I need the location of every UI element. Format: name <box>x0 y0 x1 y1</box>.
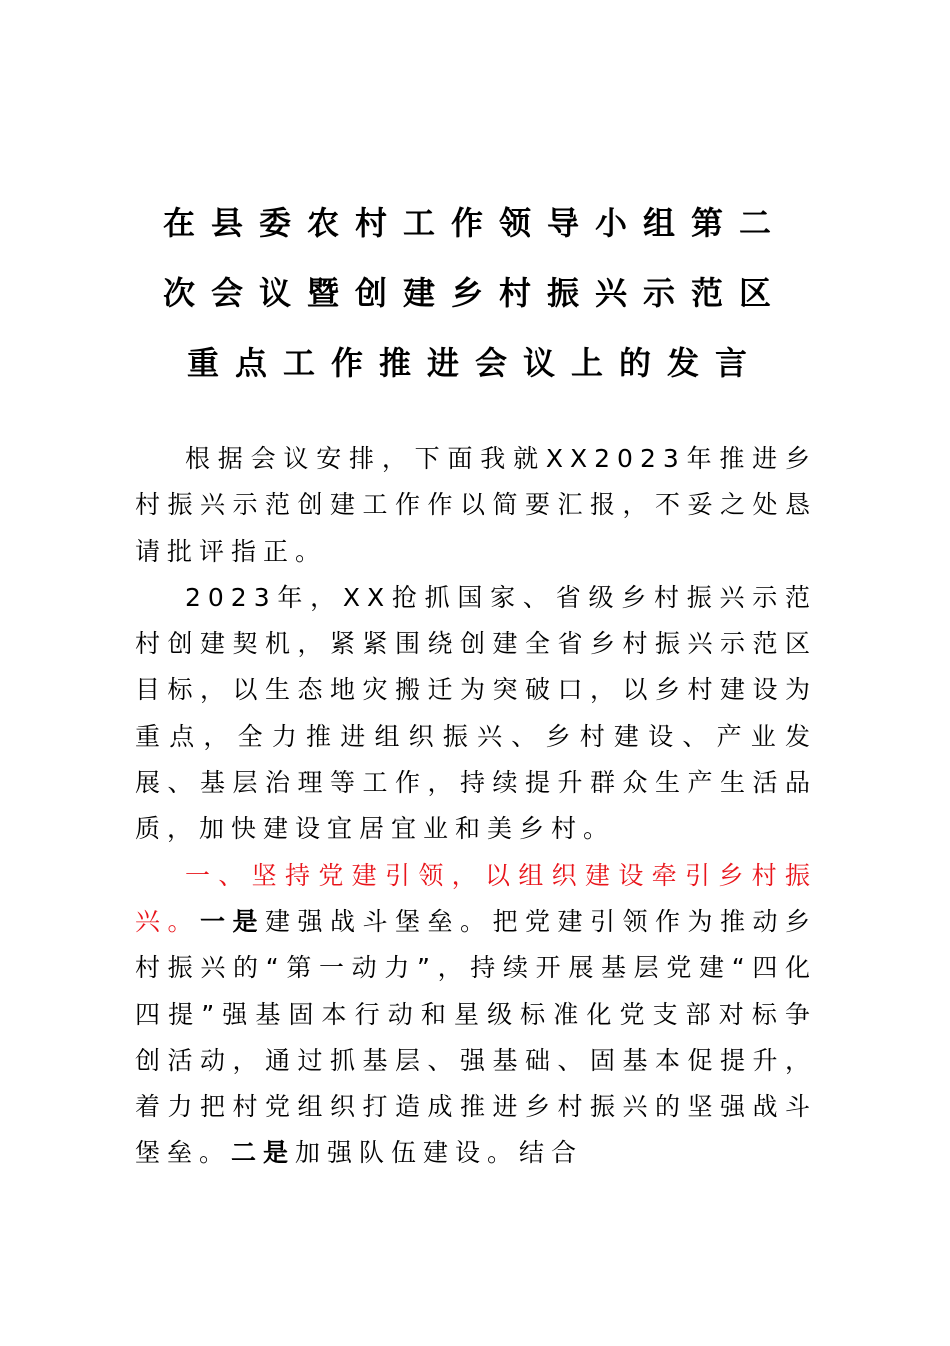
point-text-1: 建强战斗堡垒。把党建引领作为推动乡村振兴的“第一动力”，持续开展基层党建“四化四提”强基固本行动和星级标准化党支部对标争创活动，通过抓基层、强基础、固基本促提升，着力把村党组织打造成推进乡村振兴的坚强战斗堡垒。 <box>135 906 817 1168</box>
document-title <box>120 188 830 398</box>
title-line-1: 在县委农村工作领导小组第二 <box>162 204 787 242</box>
paragraph-section-1 <box>135 853 817 1177</box>
document-body <box>135 436 817 1177</box>
point-label-2: 二是 <box>231 1138 296 1168</box>
paragraph-intro: 根据会议安排，下面我就XX2023年推进乡村振兴示范创建工作作以简要汇报，不妥之处恳请批评指正。 <box>135 444 817 566</box>
point-text-2: 加强队伍建设。结合 <box>295 1138 584 1168</box>
title-line-2: 次会议暨创建乡村振兴示范区 <box>162 274 787 312</box>
paragraph-overview: 2023年，XX抢抓国家、省级乡村振兴示范村创建契机，紧紧围绕创建全省乡村振兴示范区目标，以生态地灾搬迁为突破口，以乡村建设为重点，全力推进组织振兴、乡村建设、产业发展、基层治理等工作，持续提升群众生产生活品质，加快建设宜居宜业和美乡村。 <box>135 582 817 844</box>
section-heading-1: 一、坚持党建引领，以组织建设牵引乡村振兴。 <box>135 860 817 936</box>
point-label-1: 一是 <box>200 906 265 936</box>
title-line-3: 重点工作推进会议上的发言 <box>186 344 763 382</box>
